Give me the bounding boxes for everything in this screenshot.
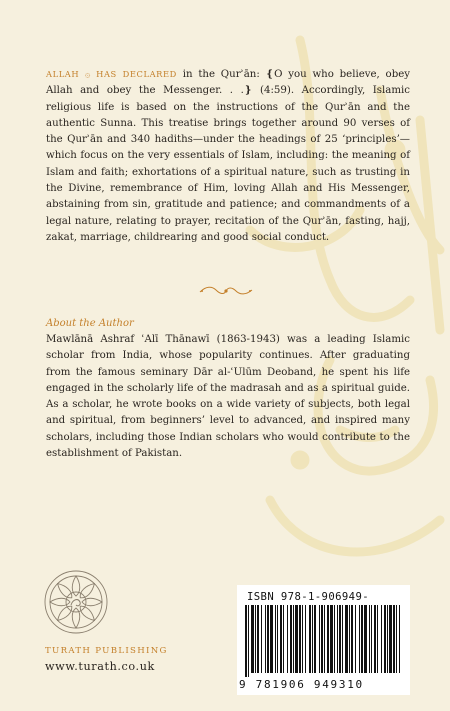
barcode-bar bbox=[314, 605, 316, 673]
barcode-bar bbox=[299, 605, 301, 673]
barcode-bar bbox=[396, 605, 397, 673]
barcode-bar bbox=[280, 605, 282, 673]
barcode-bar bbox=[255, 605, 256, 673]
barcode-number: 9 781906 949310 bbox=[239, 678, 364, 691]
blurb-lead-declared: HAS DECLARED bbox=[96, 69, 177, 79]
barcode-bar bbox=[295, 605, 298, 673]
barcode-bar bbox=[369, 605, 370, 673]
barcode-bar bbox=[384, 605, 386, 673]
barcode-bar bbox=[265, 605, 266, 673]
barcode-bar bbox=[330, 605, 333, 673]
barcode-bar bbox=[283, 605, 284, 673]
barcode-bar bbox=[364, 605, 367, 673]
about-author-paragraph: Mawlānā Ashraf ʿAlī Thānawī (1863-1943) was a leading Islamic scholar from India, whose popularity continues. After graduating from the famous seminary Dār al-ʿUlūm Deoband, he spent his life engaged in the scholarly life of the madrasah and as a spiritual guide. As a scholar, he wrote books on a wide variety of subjects, both legal and spiritual, from beginners’ level to advanced, and inspired many scholars, including those Indian scholars who would contribute to the establishment of Pakistan. bbox=[46, 334, 410, 460]
barcode-bar bbox=[387, 605, 388, 673]
barcode-bar bbox=[337, 605, 338, 673]
barcode-bar bbox=[377, 605, 378, 673]
barcode-bar bbox=[371, 605, 372, 673]
barcode-bars bbox=[243, 605, 404, 677]
barcode-bar bbox=[293, 605, 294, 673]
barcode-bar bbox=[245, 605, 247, 677]
barcode-bar bbox=[277, 605, 278, 673]
barcode-bar bbox=[359, 605, 360, 673]
barcode-bar bbox=[270, 605, 273, 673]
barcode-bar bbox=[251, 605, 254, 673]
barcode-bar bbox=[342, 605, 343, 673]
blurb-lead-allah: ALLAH bbox=[46, 69, 80, 79]
barcode-bar bbox=[261, 605, 262, 673]
barcode-bar bbox=[312, 605, 313, 673]
blurb-paragraph bbox=[46, 66, 410, 246]
barcode-bar bbox=[275, 605, 276, 673]
barcode-bar bbox=[381, 605, 382, 673]
barcode-bar bbox=[257, 605, 259, 673]
allah-honorific-icon: ۞ bbox=[85, 70, 91, 80]
blurb-body: in the Qurʾān: ❴O you who believe, obey Allah and obey the Messenger. . .❵ (4:59). Accordingly, Islamic religious life is based on the instructions of the Qurʾān and the authentic Sunna. This treatise brings together around 90 verses of the Qurʾān and 340 hadiths—under the headings of 25 ‘principles’—which focus on the very essentials of Islam, including: the meaning of Islam and faith; exhortations of a spiritual nature, such as trusting in the Divine, remembrance of Him, loving Allah and His Messenger, abstaining from sin, gratitude and patience; and commandments of a legal nature, relating to prayer, recitation of the Qurʾān, fasting, hajj, zakat, marriage, childrearing and good social conduct. bbox=[46, 69, 411, 243]
barcode-bar bbox=[324, 605, 325, 673]
barcode-bar bbox=[267, 605, 269, 673]
isbn-label: ISBN 978-1-906949- bbox=[247, 591, 370, 603]
barcode-bar bbox=[309, 605, 311, 673]
barcode-bar bbox=[321, 605, 323, 673]
barcode-bar bbox=[327, 605, 329, 673]
barcode-bar bbox=[355, 605, 356, 673]
flourish-divider-icon bbox=[196, 284, 256, 298]
barcode-bar bbox=[351, 605, 353, 673]
publisher-name: TURATH PUBLISHING bbox=[45, 646, 168, 656]
barcode-bar bbox=[393, 605, 395, 673]
barcode-bar bbox=[248, 605, 249, 677]
turath-rosette-logo-icon bbox=[43, 569, 109, 635]
barcode-bar bbox=[399, 605, 400, 673]
barcode-bar bbox=[290, 605, 292, 673]
barcode-bar bbox=[345, 605, 348, 673]
barcode-bar bbox=[302, 605, 303, 673]
barcode-bar bbox=[334, 605, 335, 673]
barcode-bar bbox=[305, 605, 306, 673]
barcode-bar bbox=[361, 605, 363, 673]
barcode-bar bbox=[287, 605, 288, 673]
barcode-bar bbox=[319, 605, 320, 673]
isbn-barcode bbox=[237, 585, 410, 695]
barcode-bar bbox=[349, 605, 350, 673]
barcode-bar bbox=[374, 605, 376, 673]
barcode-bar bbox=[389, 605, 392, 673]
barcode-bar bbox=[339, 605, 341, 673]
publisher-website-link[interactable]: www.turath.co.uk bbox=[45, 660, 155, 673]
about-author-heading: About the Author bbox=[46, 318, 134, 329]
